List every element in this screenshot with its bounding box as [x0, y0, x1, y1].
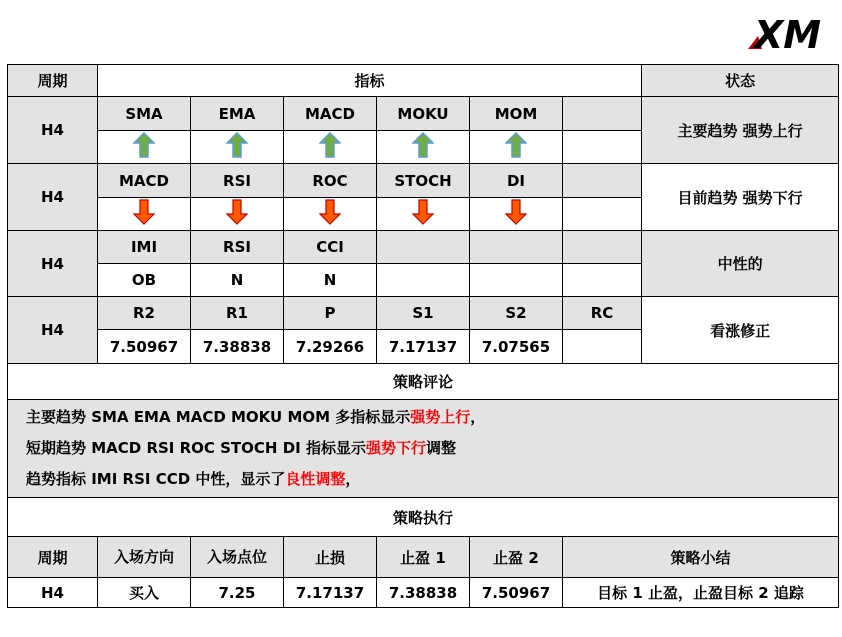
exec-header-direction: 入场方向: [98, 537, 191, 578]
svg-text:XM: XM: [754, 13, 822, 54]
exec-value-take-profit-2: 7.50967: [470, 578, 563, 608]
row3-value-2: N: [191, 264, 284, 297]
exec-value-take-profit-1: 7.38838: [377, 578, 470, 608]
row2-period: H4: [8, 164, 98, 231]
up-arrow-icon: [470, 131, 563, 164]
pivot-label-r2: R2: [98, 297, 191, 330]
commentary-line-2: 短期趋势 MACD RSI ROC STOCH DI 指标显示强势下行调整: [26, 439, 456, 457]
row2-name-2: RSI: [191, 164, 284, 198]
row1-period: H4: [8, 97, 98, 164]
row3-value-3: N: [284, 264, 377, 297]
pivot-label-p: P: [284, 297, 377, 330]
row3-period: H4: [8, 231, 98, 297]
row3-value-4: [377, 264, 470, 297]
exec-header-period: 周期: [8, 537, 98, 578]
row2-name-1: MACD: [98, 164, 191, 198]
pivot-label-s2: S2: [470, 297, 563, 330]
pivot-label-r1: R1: [191, 297, 284, 330]
down-arrow-icon: [377, 198, 470, 231]
row3-name-4: [377, 231, 470, 264]
row3-value-6: [563, 264, 642, 297]
up-arrow-icon: [284, 131, 377, 164]
row2-status: 目前趋势 强势下行: [642, 164, 839, 231]
up-arrow-icon: [191, 131, 284, 164]
execution-title: 策略执行: [8, 498, 839, 537]
pivot-label-s1: S1: [377, 297, 470, 330]
xm-logo: [748, 8, 834, 54]
pivot-label-rc: RC: [563, 297, 642, 330]
up-arrow-icon: [98, 131, 191, 164]
down-arrow-icon: [284, 198, 377, 231]
analysis-table: [7, 64, 839, 608]
row4-status: 看涨修正: [642, 297, 839, 364]
row2-name-6: [563, 164, 642, 198]
pivot-value-r1: 7.38838: [191, 330, 284, 364]
row1-name-4: MOKU: [377, 97, 470, 131]
row2-name-3: ROC: [284, 164, 377, 198]
commentary-title: 策略评论: [8, 364, 839, 400]
exec-header-take-profit-1: 止盈 1: [377, 537, 470, 578]
row3-status: 中性的: [642, 231, 839, 297]
exec-value-stop-loss: 7.17137: [284, 578, 377, 608]
exec-value-direction: 买入: [98, 578, 191, 608]
exec-header-stop-loss: 止损: [284, 537, 377, 578]
commentary-line-3: 趋势指标 IMI RSI CCD 中性，显示了良性调整，: [26, 470, 361, 488]
pivot-value-s2: 7.07565: [470, 330, 563, 364]
row3-name-3: CCI: [284, 231, 377, 264]
exec-header-take-profit-2: 止盈 2: [470, 537, 563, 578]
row3-name-5: [470, 231, 563, 264]
down-arrow-icon: [470, 198, 563, 231]
row1-name-2: EMA: [191, 97, 284, 131]
row1-name-3: MACD: [284, 97, 377, 131]
header-indicator: 指标: [98, 65, 642, 97]
header-status: 状态: [642, 65, 839, 97]
commentary-body: [8, 400, 839, 498]
row1-status: 主要趋势 强势上行: [642, 97, 839, 164]
down-arrow-icon: [98, 198, 191, 231]
pivot-value-rc: [563, 330, 642, 364]
exec-value-summary: 目标 1 止盈，止盈目标 2 追踪: [563, 578, 839, 608]
empty-cell: [563, 198, 642, 231]
commentary-line-1: 主要趋势 SMA EMA MACD MOKU MOM 多指标显示强势上行，: [26, 408, 486, 426]
exec-value-period: H4: [8, 578, 98, 608]
empty-cell: [563, 131, 642, 164]
pivot-value-s1: 7.17137: [377, 330, 470, 364]
row3-name-2: RSI: [191, 231, 284, 264]
row3-value-1: OB: [98, 264, 191, 297]
exec-value-entry: 7.25: [191, 578, 284, 608]
header-period: 周期: [8, 65, 98, 97]
exec-header-entry: 入场点位: [191, 537, 284, 578]
down-arrow-icon: [191, 198, 284, 231]
row1-name-5: MOM: [470, 97, 563, 131]
row4-period: H4: [8, 297, 98, 364]
row3-name-1: IMI: [98, 231, 191, 264]
row3-value-5: [470, 264, 563, 297]
row2-name-5: DI: [470, 164, 563, 198]
pivot-value-r2: 7.50967: [98, 330, 191, 364]
row3-name-6: [563, 231, 642, 264]
row2-name-4: STOCH: [377, 164, 470, 198]
exec-header-summary: 策略小结: [563, 537, 839, 578]
row1-name-6: [563, 97, 642, 131]
up-arrow-icon: [377, 131, 470, 164]
row1-name-1: SMA: [98, 97, 191, 131]
pivot-value-p: 7.29266: [284, 330, 377, 364]
